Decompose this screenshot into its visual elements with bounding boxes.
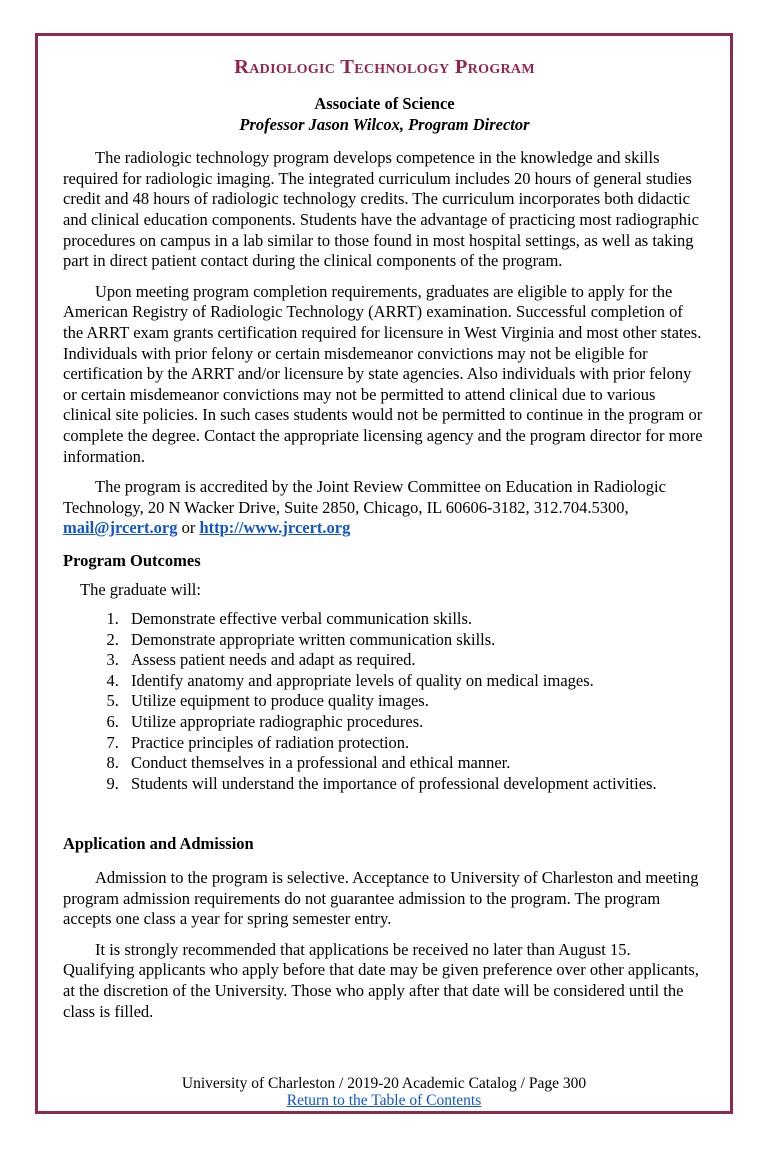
outcome-item: 9. Students will understand the importance of professional development activities. [123,774,706,795]
page-border [35,33,733,1114]
outcome-item: 4. Identify anatomy and appropriate levels of quality on medical images. [123,671,706,692]
page-title: Radiologic Technology Program [234,56,535,78]
outcome-item: 3. Assess patient needs and adapt as required. [123,650,706,671]
graduate-will-lead: The graduate will: [80,580,201,600]
outcome-item: 7. Practice principles of radiation protection. [123,733,706,754]
certification-paragraph: Upon meeting program completion requirements, graduates are eligible to apply for the American Registry of Radiologic Technology (ARRT) examination. Successful completion of the ARRT exam grants certification required for licensure in West Virginia and most other states. Individuals with prior felony or certain misdemeanor convictions may not be eligible for certification by the ARRT and/or licensure by state agencies. Also individuals with prior felony or certain misdemeanor convictions may not be permitted to attend clinical due to various clinical site policies. In such cases students would not be permitted to continue in the program or complete the degree. Contact the appropriate licensing agency and the program director for more information. [63,281,703,466]
intro-paragraph: The radiologic technology program develops competence in the knowledge and skills required for radiologic imaging. The integrated curriculum includes 20 hours of general studies credit and 48 hours of radiologic technology credits. The curriculum incorporates both didactic and clinical education components. Students have the advantage of practicing most radiographic procedures on campus in a lab similar to those found in most hospital settings, as well as taking part in direct patient contact during the clinical components of the program. [63,148,699,271]
footer-link-row [38,1092,730,1109]
jrcert-website-link[interactable]: http://www.jrcert.org [199,518,351,538]
outcome-item: 6. Utilize appropriate radiographic procedures. [123,712,706,733]
outcome-item: 5. Utilize equipment to produce quality images. [123,691,706,712]
program-outcomes-heading: Program Outcomes [63,550,201,570]
outcome-item: 2. Demonstrate appropriate written communication skills. [123,630,706,651]
director-line: Professor Jason Wilcox, Program Director [239,114,530,134]
footer-info: University of Charleston / 2019-20 Academic Catalog / Page 300 [181,1075,587,1092]
outcome-item: 8. Conduct themselves in a professional and ethical manner. [123,753,706,774]
jrcert-email-link[interactable]: mail@jrcert.org [63,518,178,538]
page-footer [38,1075,730,1109]
subtitle-block [63,94,706,135]
page-content [38,36,730,1111]
admission-paragraph-1: Admission to the program is selective. Acceptance to University of Charleston and meeting program admission requirements do not guarantee admission to the program. The program accepts one class a year for spring semester entry. [63,868,699,929]
table-of-contents-link[interactable]: Return to the Table of Contents [286,1092,482,1109]
admission-paragraph-2: It is strongly recommended that applications be received no later than August 15. Qualifying applicants who apply before that date may be given preference over other applicants, at the discretion of the University. Those who apply after that date will be considered until the class is filled. [63,939,699,1021]
outcome-item: 1. Demonstrate effective verbal communication skills. [123,609,706,630]
outcomes-list [63,609,706,794]
application-admission-heading: Application and Admission [63,834,254,854]
or-text: or [177,518,200,538]
accreditation-text: The program is accredited by the Joint Review Committee on Education in Radiologic Technology, 20 N Wacker Drive, Suite 2850, Chicago, IL 60606-3182, 312.704.5300, [63,477,666,517]
degree-line: Associate of Science [314,94,455,113]
accreditation-paragraph [63,477,706,539]
